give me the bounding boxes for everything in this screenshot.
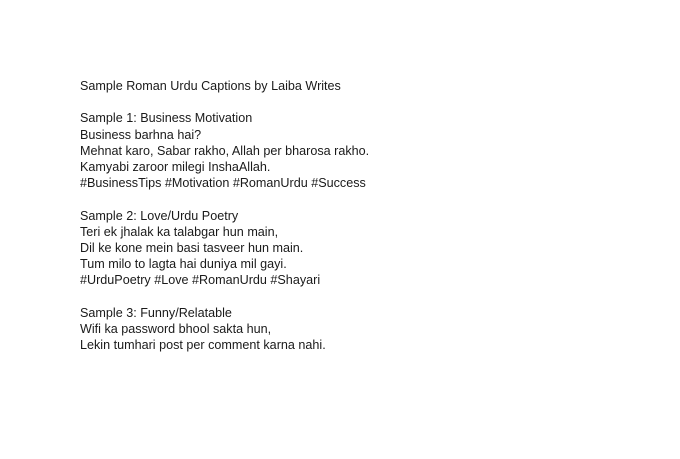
sample-2-line-3: Tum milo to lagta hai duniya mil gayi. [80, 257, 287, 272]
sample-3-heading: Sample 3: Funny/Relatable [80, 305, 232, 320]
sample-1-line-1: Business barhna hai? [80, 127, 202, 142]
sample-1-hashtags: #BusinessTips #Motivation #RomanUrdu #Success [80, 176, 366, 191]
document-title: Sample Roman Urdu Captions by Laiba Writes [80, 79, 341, 93]
sample-1-line-2: Mehnat karo, Sabar rakho, Allah per bharosa rakho. [80, 143, 370, 158]
sample-2-hashtags: #UrduPoetry #Love #RomanUrdu #Shayari [80, 273, 321, 288]
sample-1-section [80, 110, 660, 191]
sample-3-line-1: Wifi ka password bhool sakta hun, [80, 322, 272, 336]
sample-2-heading: Sample 2: Love/Urdu Poetry [80, 208, 239, 223]
sample-2-line-1: Teri ek jhalak ka talabgar hun main, [80, 224, 279, 239]
sample-1-heading: Sample 1: Business Motivation [80, 111, 253, 126]
document-body [80, 78, 660, 353]
sample-2-section [80, 208, 660, 289]
sample-3-line-2: Lekin tumhari post per comment karna nahi. [80, 338, 326, 353]
sample-3-section [80, 305, 660, 354]
sample-1-line-3: Kamyabi zaroor milegi InshaAllah. [80, 160, 271, 174]
sample-2-line-2: Dil ke kone mein basi tasveer hun main. [80, 241, 304, 255]
